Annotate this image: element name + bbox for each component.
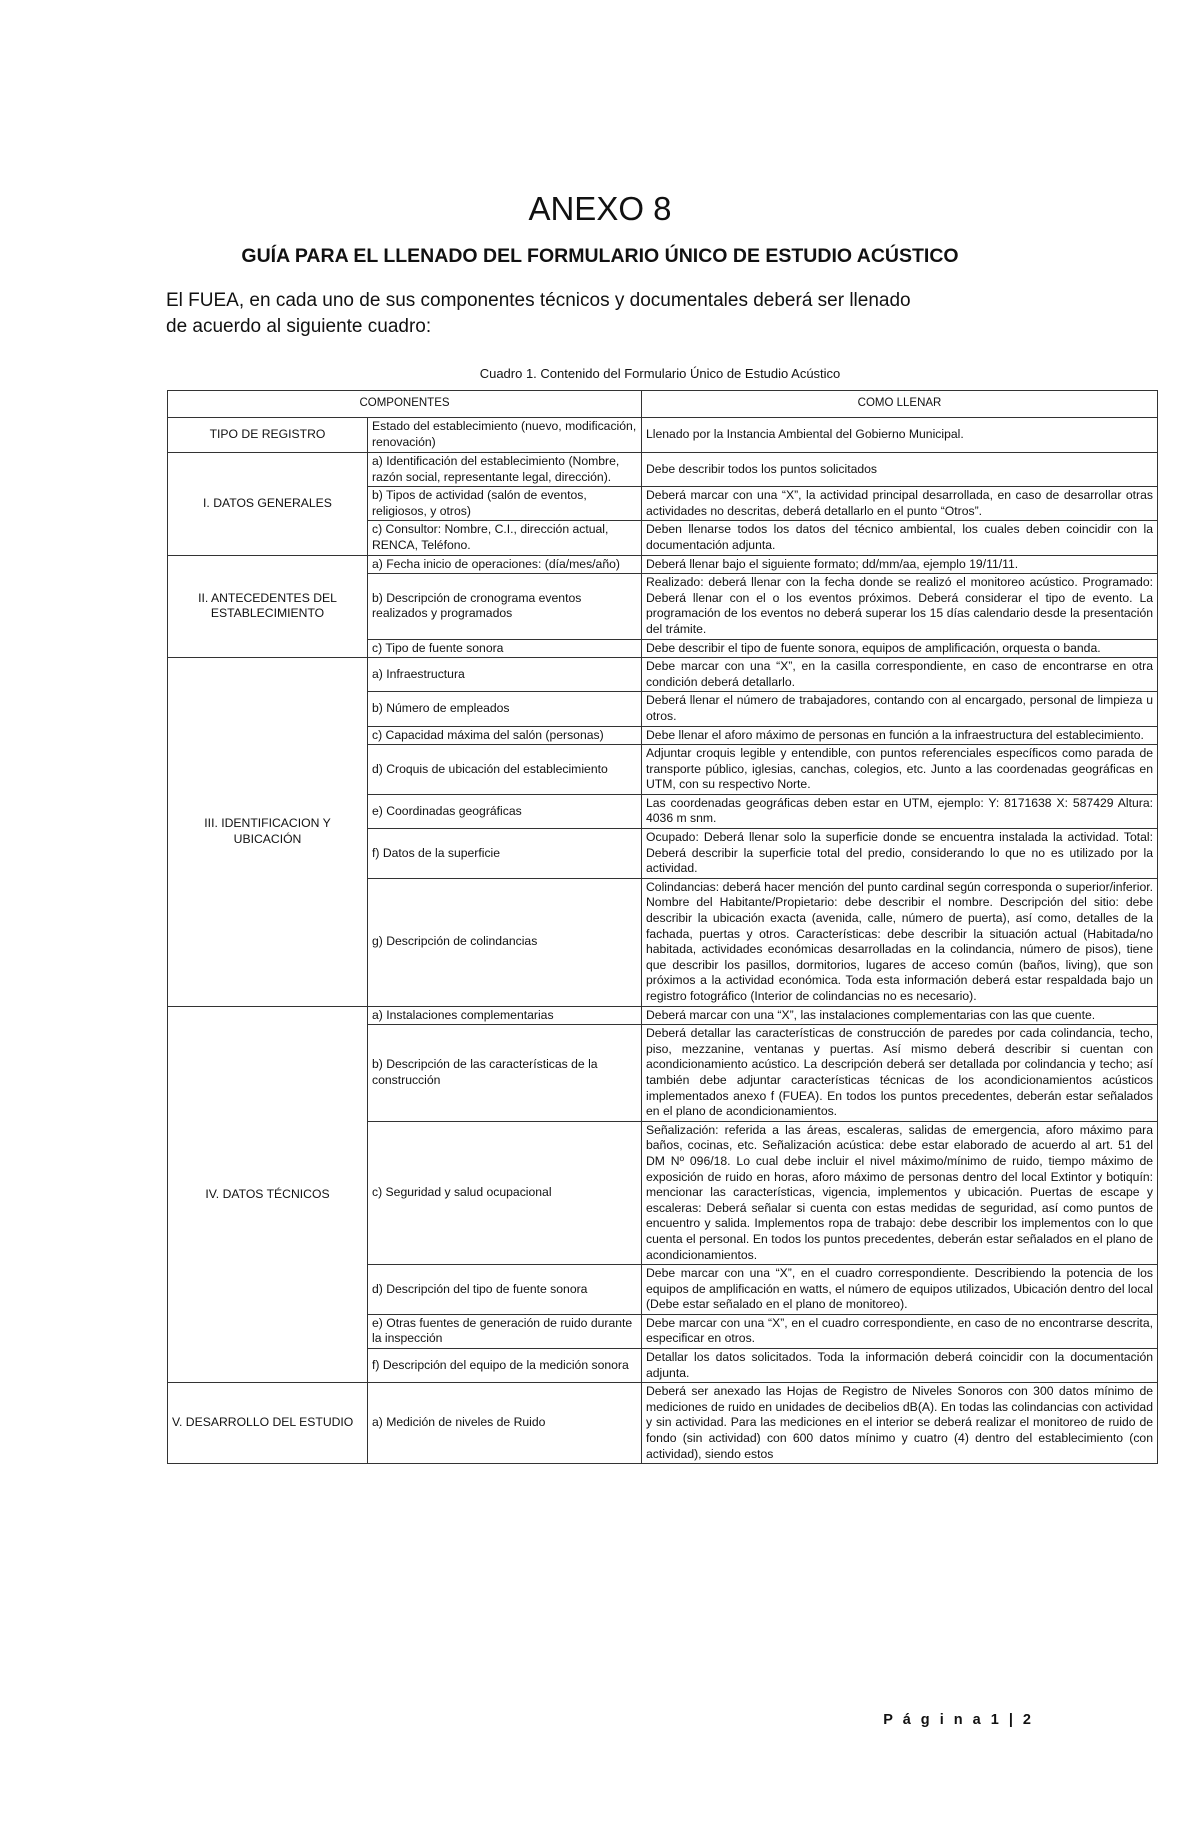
component-cell: Estado del establecimiento (nuevo, modificación, renovación) [368,418,642,453]
instruction-cell: Señalización: referida a las áreas, escaleras, salidas de emergencia, aforo máximo para baños, cocinas, etc. Señalización acústica: debe estar elaborado de acuerdo al art. 51 del DM Nº 096/18. Lo cual debe incluir el nivel máximo/mínimo de ruido, tiempo máximo de exposición de ruido en horas, aforo máximo de personas dentro del local Extintor y botiquín: mencionar las características, vigencia, implementos y ubicación. Puertas de escape y escaleras: Deberá señalar si cuenta con estas medidas de seguridad, así como puntos de encuentro y salida. Implementos ropa de trabajo: debe describir los implementos con lo que cuenta el personal. En todos los puntos precedentes, deberán estar señalados en el plano de acondicionamientos. [642,1121,1158,1264]
instruction-cell: Deben llenarse todos los datos del técnico ambiental, los cuales deben coincidir con la documentación adjunta. [642,521,1158,555]
component-cell: e) Coordinadas geográficas [368,794,642,828]
instruction-cell: Deberá marcar con una “X”, la actividad principal desarrollada, en caso de desarrollar otras actividades no descritas, deberá detallarlo en el punto “Otros”. [642,487,1158,521]
table-row [168,1383,1158,1464]
component-cell: a) Fecha inicio de operaciones: (día/mes/año) [368,555,642,574]
component-cell: b) Descripción de las características de la construcción [368,1025,642,1122]
instruction-cell: Ocupado: Deberá llenar solo la superficie donde se encuentra instalada la actividad. Total: Deberá describir la superficie total del predio, considerando lo que no es utilizado por la actividad. [642,829,1158,879]
intro-line-2: de acuerdo al siguiente cuadro: [166,316,432,337]
component-cell: b) Número de empleados [368,692,642,726]
component-cell: b) Descripción de cronograma eventos realizados y programados [368,574,642,639]
component-cell: b) Tipos de actividad (salón de eventos, religiosos, y otros) [368,487,642,521]
instruction-cell: Las coordenadas geográficas deben estar en UTM, ejemplo: Y: 8171638 X: 587429 Altura: 4036 m snm. [642,794,1158,828]
guide-table [167,390,1158,1464]
section-antecedentes: II. ANTECEDENTES DEL ESTABLECIMIENTO [168,555,368,658]
instruction-cell: Adjuntar croquis legible y entendible, con puntos referenciales específicos como parada de transporte público, iglesias, canchas, colegios, etc. Junto a las coordenadas geográficas en UTM, con su respectivo Norte. [642,745,1158,795]
component-cell: a) Identificación del establecimiento (Nombre, razón social, representante legal, dirección). [368,453,642,487]
document-subtitle: GUÍA PARA EL LLENADO DEL FORMULARIO ÚNICO DE ESTUDIO ACÚSTICO [241,245,959,267]
component-cell: a) Infraestructura [368,658,642,692]
table-row [168,418,1158,453]
instruction-cell: Debe marcar con una “X”, en el cuadro correspondiente. Describiendo la potencia de los equipos de amplificación en watts, el número de equipos utilizados, Ubicación dentro del local (Debe estar señalado en el plano de monitoreo). [642,1265,1158,1315]
instruction-cell: Llenado por la Instancia Ambiental del Gobierno Municipal. [642,418,1158,453]
table-header-row [168,391,1158,418]
section-datos-generales: I. DATOS GENERALES [168,453,368,556]
component-cell: e) Otras fuentes de generación de ruido durante la inspección [368,1314,642,1348]
table-row [168,658,1158,692]
table-row [168,1006,1158,1025]
intro-line-1: El FUEA, en cada uno de sus componentes técnicos y documentales deberá ser llenado [166,290,911,311]
header-como-llenar: COMO LLENAR [642,391,1158,418]
instruction-cell: Deberá detallar las características de construcción de paredes por cada colindancia, techo, piso, mezzanine, ventanas y puertas. Así mismo deberá describir si cuentan con acondicionamiento acústico. La descripción deberá ser detallada por colindancia y techo; así también debe adjuntar características técnicas de los acondicionamientos acústicos implementados anexo f (FUEA). En todos los puntos precedentes, deberán estar señalados en el plano de acondicionamientos. [642,1025,1158,1122]
page-number [883,1712,1034,1728]
instruction-cell: Detallar los datos solicitados. Toda la información deberá coincidir con la documentación adjunta. [642,1349,1158,1383]
component-cell: c) Consultor: Nombre, C.I., dirección actual, RENCA, Teléfono. [368,521,642,555]
component-cell: f) Descripción del equipo de la medición sonora [368,1349,642,1383]
page-count: 1 | 2 [990,1712,1034,1728]
section-datos-tecnicos: IV. DATOS TÉCNICOS [168,1006,368,1383]
instruction-cell: Debe llenar el aforo máximo de personas en función a la infraestructura del establecimiento. [642,726,1158,745]
component-cell: d) Descripción del tipo de fuente sonora [368,1265,642,1315]
instruction-cell: Colindancias: deberá hacer mención del punto cardinal según corresponda o superior/inferior. Nombre del Habitante/Propietario: debe describir el nombre. Descripción del sitio: debe describir la ubicación exacta (avenida, calle, número de puerta), así como, detalles de la fachada, puertas y otros. Características: debe describir la situación actual (Habitada/no habitada, actividades económicas desarrolladas en la colindancia, número de pisos), tiene que describir los pasillos, dormitorios, lugares de acceso común (baños, living), que son próximos a la actividad económica. Toda esta información deberá estar respaldada bajo un registro fotográfico (Interior de colindancias no es necesario). [642,878,1158,1006]
section-desarrollo: V. DESARROLLO DEL ESTUDIO [168,1383,368,1464]
instruction-cell: Debe marcar con una “X”, en el cuadro correspondiente, en caso de no encontrarse descrita, especificar en otros. [642,1314,1158,1348]
component-cell: a) Instalaciones complementarias [368,1006,642,1025]
instruction-cell: Deberá ser anexado las Hojas de Registro de Niveles Sonoros con 300 datos mínimo de mediciones de ruido en unidades de decibelios dB(A). En todas las colindancias con actividad y sin actividad. Para las mediciones en el interior se deberá realizar el monitoreo de ruido de fondo (sin actividad) con 600 datos mínimo y cuatro (4) dentro del establecimiento (con actividad), siendo estos [642,1383,1158,1464]
page-label: P á g i n a [883,1712,984,1728]
document-title: ANEXO 8 [528,190,672,227]
section-identificacion: III. IDENTIFICACION Y UBICACIÓN [168,658,368,1006]
component-cell: d) Croquis de ubicación del establecimiento [368,745,642,795]
instruction-cell: Realizado: deberá llenar con la fecha donde se realizó el monitoreo acústico. Programado: Deberá llenar con el o los eventos próximos. Deberá considerar el tipo de evento. La programación de los eventos no deberá superar los 15 días calendario desde la presentación del trámite. [642,574,1158,639]
instruction-cell: Deberá llenar el número de trabajadores, contando con al encargado, personal de limpieza u otros. [642,692,1158,726]
instruction-cell: Debe describir el tipo de fuente sonora, equipos de amplificación, orquesta o banda. [642,639,1158,658]
table-caption: Cuadro 1. Contenido del Formulario Único de Estudio Acústico [479,366,841,381]
instruction-cell: Debe marcar con una “X”, en la casilla correspondiente, en caso de encontrarse en otra condición deberá detallarlo. [642,658,1158,692]
intro-paragraph [166,288,1046,340]
component-cell: c) Tipo de fuente sonora [368,639,642,658]
instruction-cell: Deberá llenar bajo el siguiente formato; dd/mm/aa, ejemplo 19/11/11. [642,555,1158,574]
table-row [168,555,1158,574]
table-row [168,453,1158,487]
component-cell: g) Descripción de colindancias [368,878,642,1006]
component-cell: c) Seguridad y salud ocupacional [368,1121,642,1264]
component-cell: a) Medición de niveles de Ruido [368,1383,642,1464]
instruction-cell: Deberá marcar con una “X”, las instalaciones complementarias con las que cuente. [642,1006,1158,1025]
component-cell: f) Datos de la superficie [368,829,642,879]
instruction-cell: Debe describir todos los puntos solicitados [642,453,1158,487]
component-cell: c) Capacidad máxima del salón (personas) [368,726,642,745]
section-tipo-registro: TIPO DE REGISTRO [168,418,368,453]
header-componentes: COMPONENTES [168,391,642,418]
